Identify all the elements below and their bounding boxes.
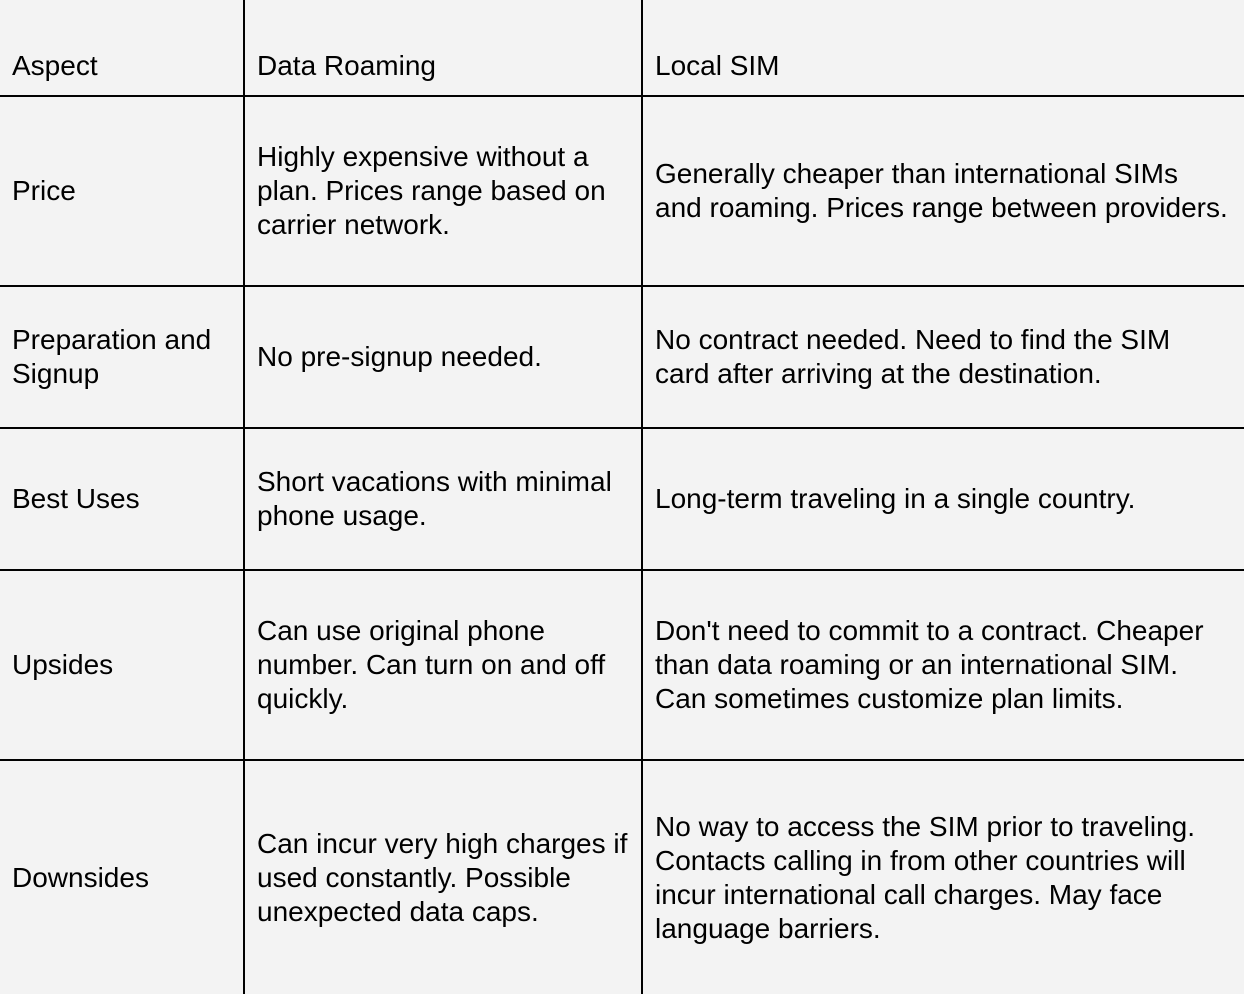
row-label-best-uses: Best Uses [0,428,244,570]
cell-local-sim: No way to access the SIM prior to traveling. Contacts calling in from other countries will incur international call charges. May face language barriers. [642,760,1244,994]
table-row [0,428,1244,570]
cell-local-sim: Generally cheaper than international SIMs and roaming. Prices range between providers. [642,96,1244,286]
cell-data-roaming: Can incur very high charges if used constantly. Possible unexpected data caps. [244,760,642,994]
cell-local-sim: No contract needed. Need to find the SIM card after arriving at the destination. [642,286,1244,428]
header-data-roaming: Data Roaming [244,0,642,96]
header-aspect: Aspect [0,0,244,96]
header-row [0,0,1244,96]
table-row [0,286,1244,428]
table-row [0,760,1244,994]
cell-local-sim: Long-term traveling in a single country. [642,428,1244,570]
row-label-downsides: Downsides [0,760,244,994]
row-label-price: Price [0,96,244,286]
cell-data-roaming: Can use original phone number. Can turn on and off quickly. [244,570,642,760]
table-row [0,96,1244,286]
cell-local-sim: Don't need to commit to a contract. Cheaper than data roaming or an international SIM. Can sometimes customize plan limits. [642,570,1244,760]
cell-data-roaming: Highly expensive without a plan. Prices range based on carrier network. [244,96,642,286]
row-label-preparation: Preparation and Signup [0,286,244,428]
cell-data-roaming: Short vacations with minimal phone usage. [244,428,642,570]
cell-data-roaming: No pre-signup needed. [244,286,642,428]
header-local-sim: Local SIM [642,0,1244,96]
row-label-upsides: Upsides [0,570,244,760]
table-row [0,570,1244,760]
